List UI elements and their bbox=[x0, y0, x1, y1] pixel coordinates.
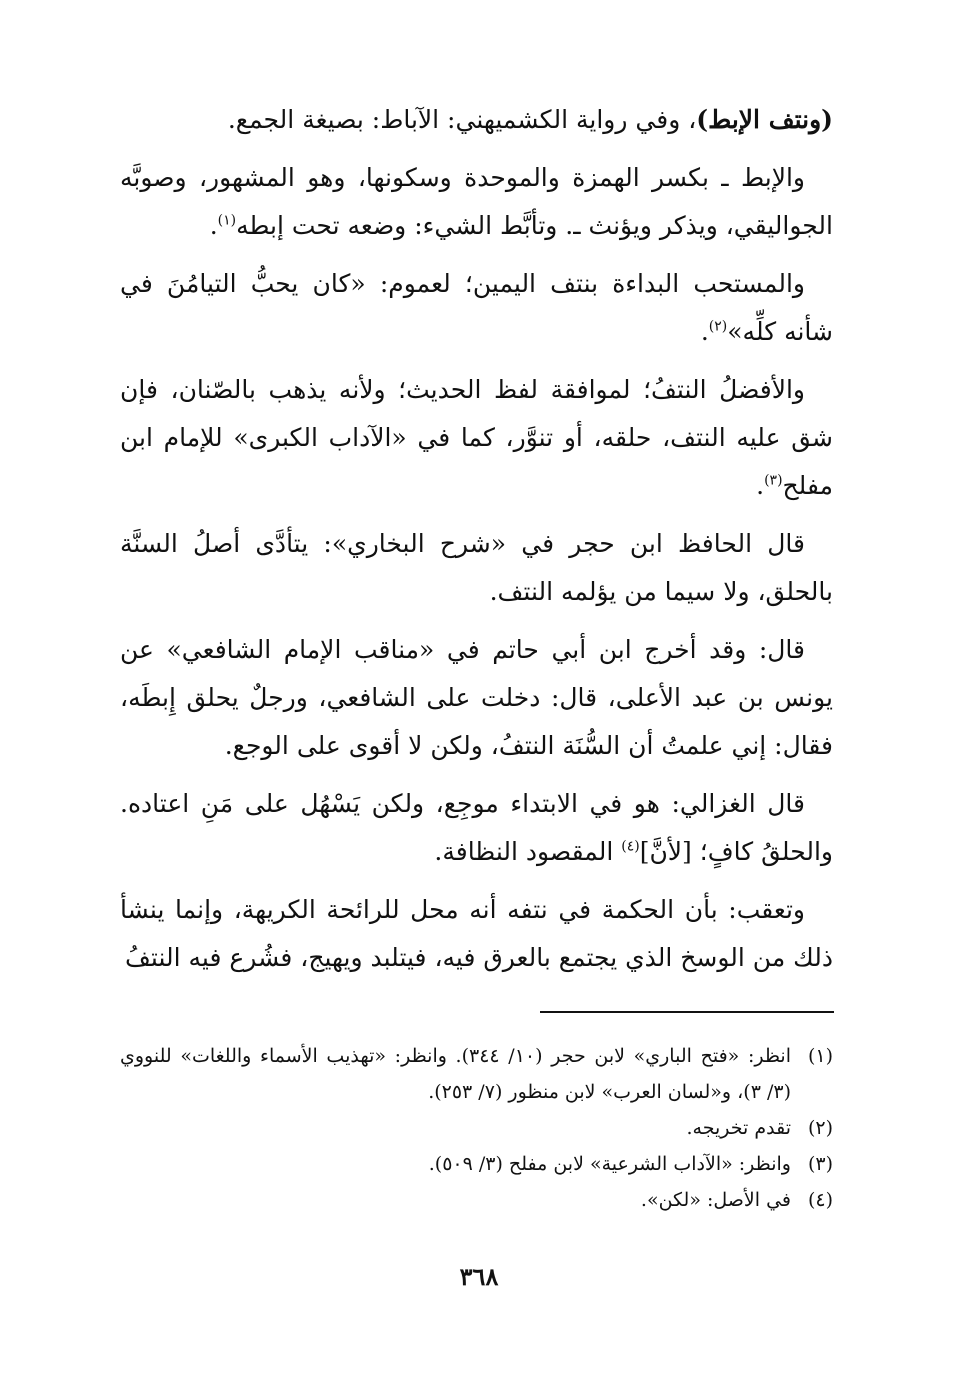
footnote-number: (١) bbox=[807, 1045, 833, 1067]
paragraph-6 bbox=[120, 626, 833, 770]
paragraph-8 bbox=[120, 886, 833, 982]
paragraph-text: والمستحب البداءة بنتف اليمين؛ لعموم: «كان يحبُّ التيامُنَ في شأنه كلِّه» bbox=[120, 269, 833, 346]
paragraph-7 bbox=[120, 780, 833, 876]
footnote-number: (٢) bbox=[807, 1117, 833, 1139]
paragraph-2 bbox=[120, 154, 833, 250]
footnote-marker: (١) bbox=[217, 212, 237, 229]
paragraph-text: والأفضلُ النتفُ؛ لموافقة لفظ الحديث؛ ولأنه يذهب بالصّنان، فإن شق عليه النتف، حلقه، أو تنوَّر، كما في «الآداب الكبرى» للإمام ابن مفلح bbox=[120, 375, 833, 500]
paragraph-text: قال: وقد أخرج ابن أبي حاتم في «مناقب الإمام الشافعي» عن يونس بن عبد الأعلى، قال: دخلت على الشافعي، ورجلٌ يحلق إِبطَه، فقال: إني علمتُ أن السُّنَة النتفُ، ولكن لا أقوى على الوجع. bbox=[120, 635, 833, 760]
paragraph-3 bbox=[120, 260, 833, 356]
footnote-number: (٤) bbox=[807, 1189, 833, 1211]
footnote-4 bbox=[120, 1182, 833, 1218]
main-text bbox=[120, 96, 833, 992]
footnote-separator bbox=[540, 1011, 834, 1013]
paragraph-text: وتعقب: بأن الحكمة في نتفه أنه محل للرائحة الكريهة، وإنما ينشأ ذلك من الوسخ الذي يجتمع بالعرق فيه، فيتلبد ويهيج، فشُرع فيه النتفُ bbox=[120, 895, 833, 972]
footnote-marker: (٤) bbox=[621, 838, 640, 855]
paragraph-text: والإبط ـ بكسر الهمزة والموحدة وسكونها، وهو المشهور، وصوبَّه الجواليقي، ويذكر ويؤنث ـ. وتأبَّط الشيء: وضعه تحت إبطه bbox=[120, 163, 833, 240]
paragraph-tail: المقصود النظافة. bbox=[434, 837, 622, 866]
footnote-2 bbox=[120, 1110, 833, 1146]
paragraph-text: ، وفي رواية الكشميهني: الآباط: بصيغة الجمع. bbox=[227, 105, 697, 134]
paragraph-1 bbox=[120, 96, 833, 144]
footnote-text: تقدم تخريجه. bbox=[686, 1117, 791, 1139]
footnote-marker: (٢) bbox=[708, 318, 728, 335]
paragraph-text: قال الحافظ ابن حجر في «شرح البخاري»: يتأدَّى أصلُ السنَّة بالحلق، ولا سيما من يؤلمه النتف. bbox=[120, 529, 833, 606]
footnote-text: وانظر: «الآداب الشرعية» لابن مفلح (٣/ ٥٠٩). bbox=[428, 1153, 791, 1175]
paragraph-4 bbox=[120, 366, 833, 510]
footnote-1 bbox=[120, 1038, 833, 1110]
footnote-text: انظر: «فتح الباري» لابن حجر (١٠/ ٣٤٤). وانظر: «تهذيب الأسماء واللغات» للنووي (٣/ ٣)، و«لسان العرب» لابن منظور (٧/ ٢٥٣). bbox=[120, 1045, 791, 1103]
footnote-text: في الأصل: «لكن». bbox=[640, 1189, 791, 1211]
footnote-number: (٣) bbox=[807, 1153, 833, 1175]
footnote-3 bbox=[120, 1146, 833, 1182]
page-number: ٣٦٨ bbox=[459, 1262, 499, 1291]
paragraph-5 bbox=[120, 520, 833, 616]
footnote-marker: (٣) bbox=[764, 472, 783, 489]
bold-lead-phrase: (ونتف الإبط) bbox=[696, 105, 833, 134]
paragraph-tail: . bbox=[209, 211, 218, 240]
footnotes bbox=[120, 1038, 833, 1218]
paragraph-text: قال الغزالي: هو في الابتداء موجِع، ولكن يَسْهُل على مَنِ اعتاده. والحلقُ كافٍ؛ [لأنَّ] bbox=[120, 789, 833, 866]
paragraph-tail: . bbox=[756, 471, 765, 500]
paragraph-tail: . bbox=[700, 317, 709, 346]
